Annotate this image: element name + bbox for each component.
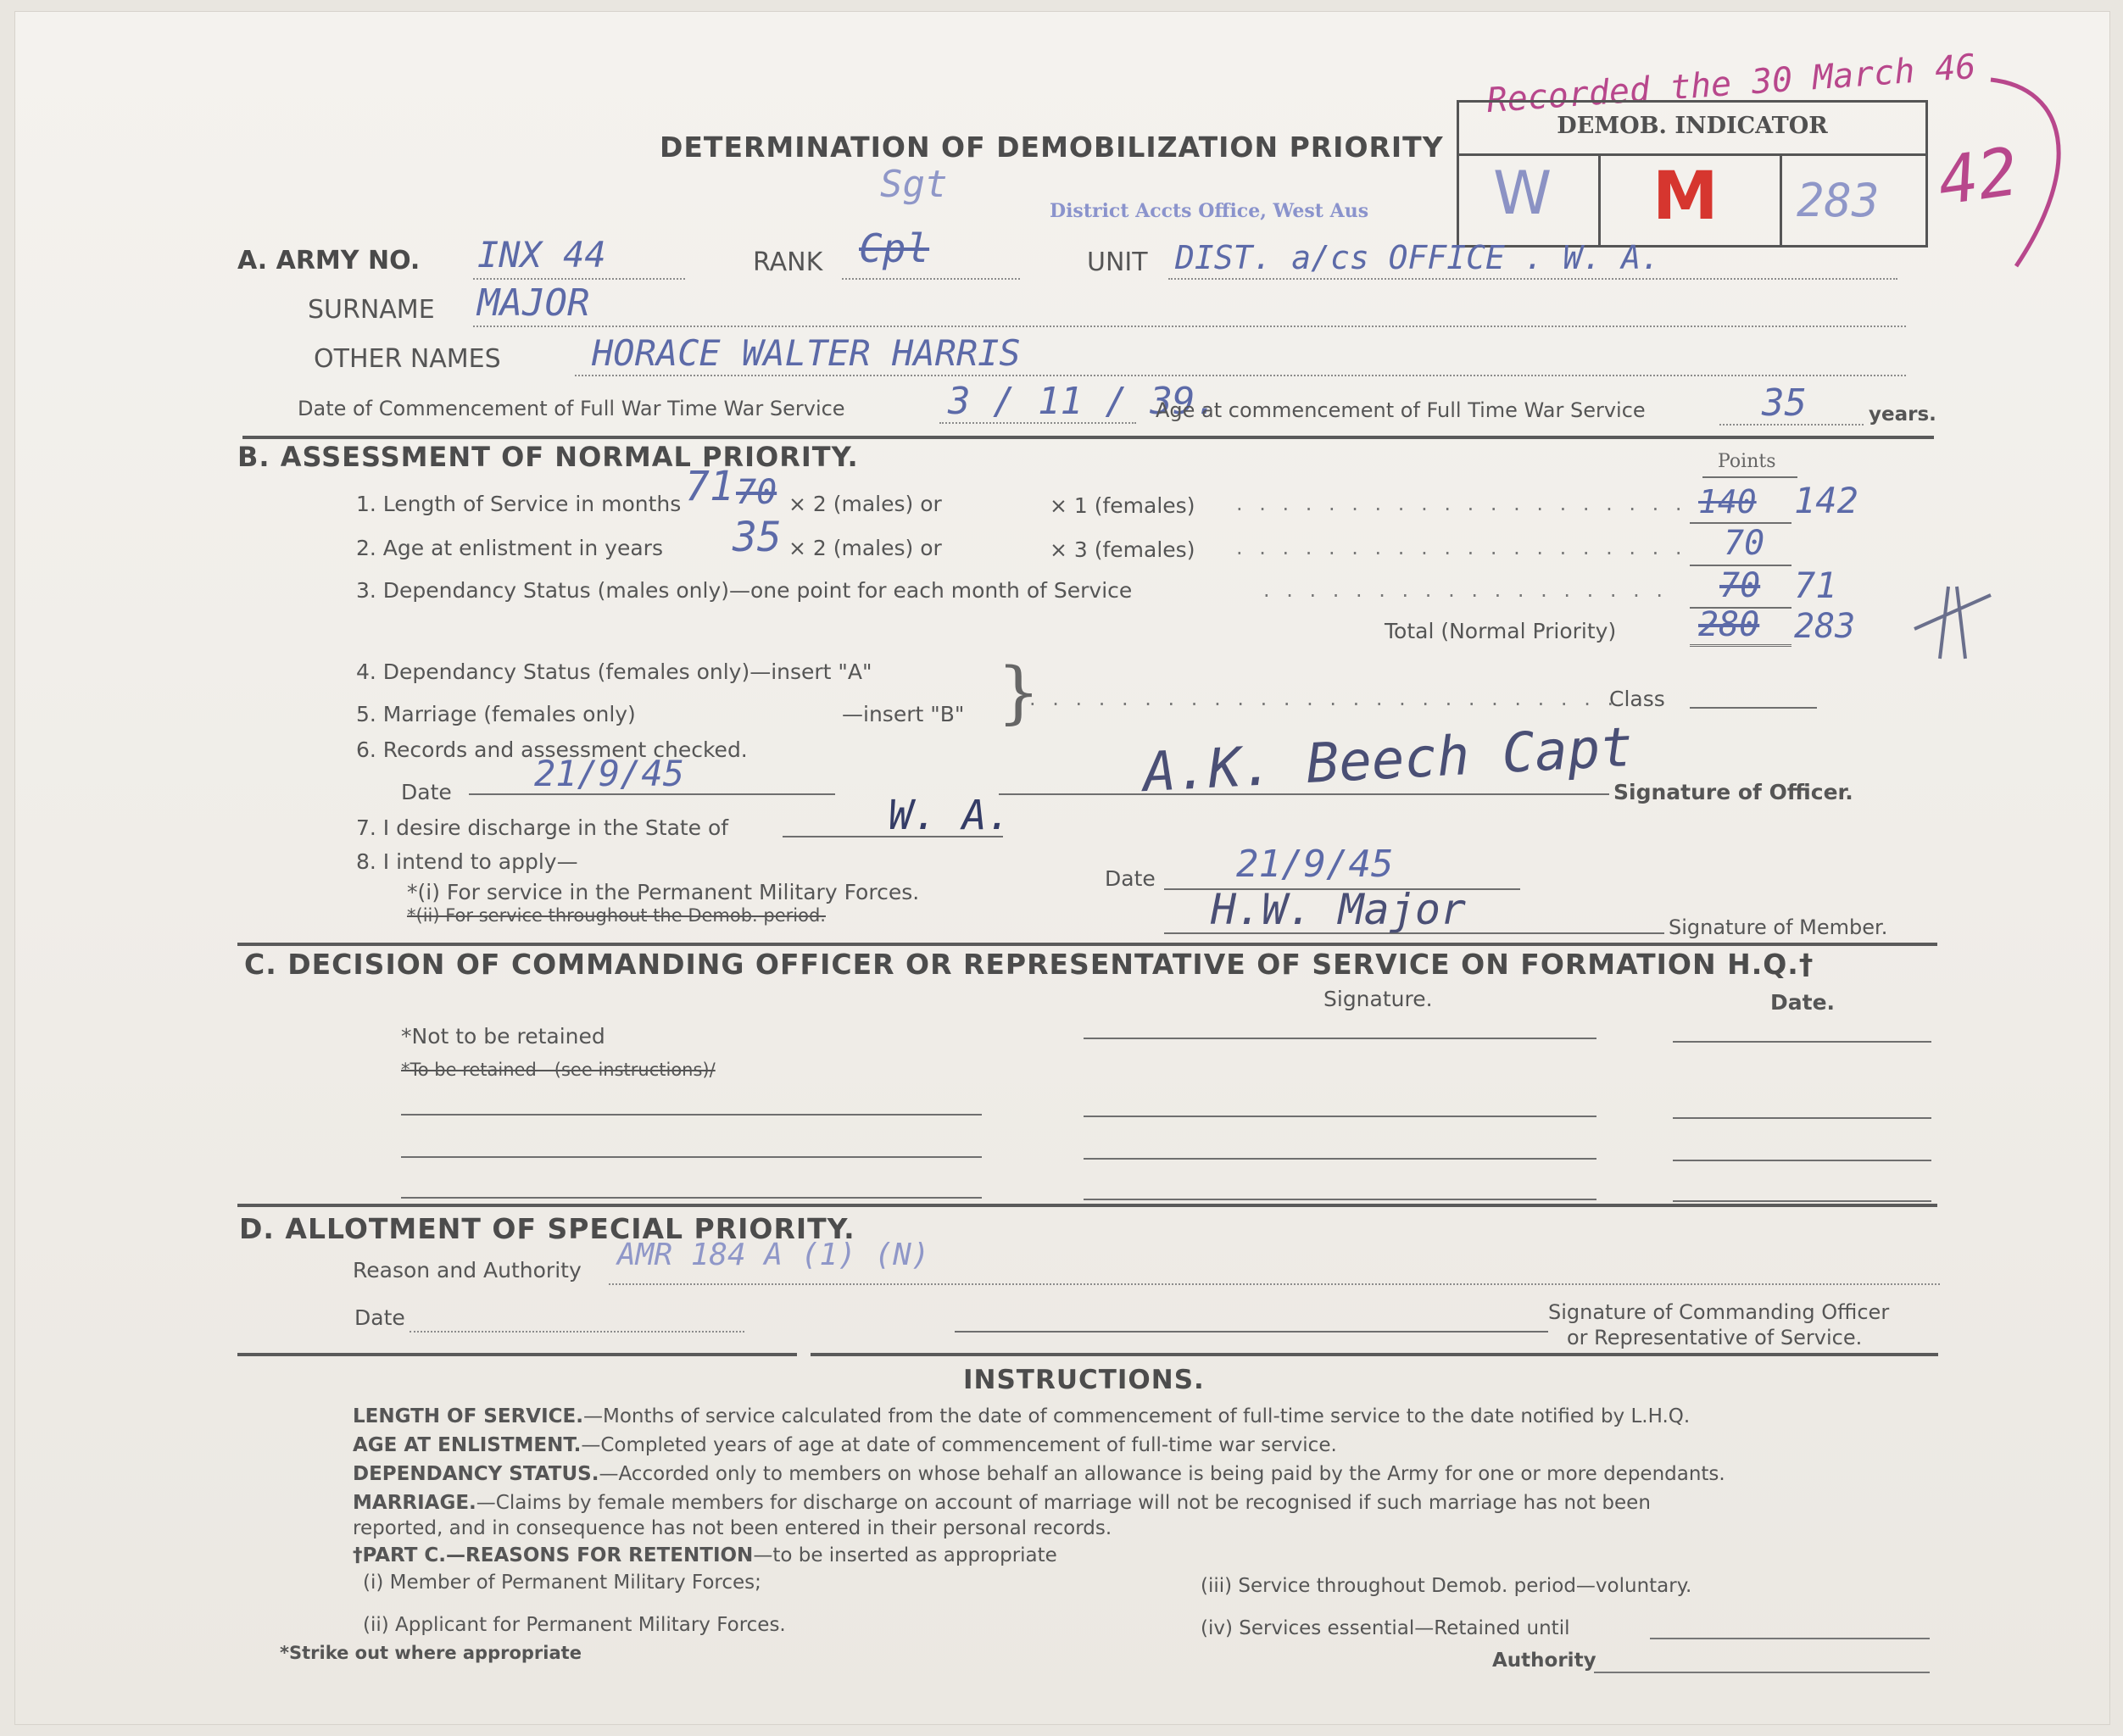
member-date-label: Date bbox=[1105, 866, 1156, 891]
instr-mar bbox=[353, 1492, 1651, 1514]
member-signature-label: Signature of Member. bbox=[1669, 915, 1888, 939]
authority-label: Authority bbox=[1492, 1650, 1596, 1672]
section-d-heading: D. ALLOTMENT OF SPECIAL PRIORITY. bbox=[239, 1212, 855, 1245]
recorded-note: Recorded the 30 March 46 bbox=[1485, 47, 1977, 121]
member-date: 21/9/45 bbox=[1236, 843, 1394, 886]
instructions-heading: INSTRUCTIONS. bbox=[963, 1365, 1205, 1395]
instr-age bbox=[353, 1434, 1337, 1456]
item2-label: 2. Age at enlistment in years bbox=[356, 536, 663, 560]
total-old: 280 bbox=[1698, 605, 1760, 644]
state-value: W. A. bbox=[889, 792, 1011, 839]
district-stamp: District Accts Office, West Aus bbox=[1050, 200, 1369, 222]
item8-option-i: *(i) For service in the Permanent Military Forces. bbox=[407, 880, 920, 904]
item1-points: 142 bbox=[1794, 480, 1858, 521]
member-signature: H.W. Major bbox=[1211, 885, 1467, 934]
tick-mark-icon bbox=[1906, 578, 1999, 663]
reason-i: (i) Member of Permanent Military Forces; bbox=[363, 1572, 761, 1594]
item2-female: × 3 (females) bbox=[1050, 537, 1195, 562]
age-value: 35 bbox=[1762, 381, 1807, 425]
indicator-code-1: W bbox=[1493, 159, 1552, 228]
reason-authority-label: Reason and Authority bbox=[353, 1258, 582, 1283]
rank-value: Cpl bbox=[859, 225, 930, 271]
reason-ii: (ii) Applicant for Permanent Military Forces. bbox=[363, 1614, 786, 1636]
instr-dep bbox=[353, 1463, 1725, 1485]
years-label: years. bbox=[1869, 403, 1936, 426]
rank-label: RANK bbox=[753, 248, 823, 277]
commencement-label: Date of Commencement of Full War Time War Service bbox=[298, 397, 845, 420]
commencement-date: 3 / 11 / 39. bbox=[948, 380, 1218, 423]
instr-mar-key: MARRIAGE. bbox=[353, 1492, 476, 1514]
item1-suffix: × 2 (males) or bbox=[788, 492, 942, 516]
instr-mar-text: —Claims by female members for discharge on account of marriage will not be recognised if such marriage has not been bbox=[476, 1492, 1651, 1514]
item1-label: 1. Length of Service in months bbox=[356, 492, 682, 516]
item6-label: 6. Records and assessment checked. bbox=[356, 737, 748, 762]
surname-label: SURNAME bbox=[308, 295, 435, 325]
rank-note: Sgt bbox=[880, 163, 948, 206]
instr-partc-text: —to be inserted as appropriate bbox=[753, 1544, 1057, 1566]
co-signature-label-1: Signature of Commanding Officer bbox=[1548, 1300, 1890, 1324]
item4-label: 4. Dependancy Status (females only)—insert "A" bbox=[356, 659, 872, 684]
c-date-label: Date. bbox=[1770, 990, 1836, 1015]
class-label: Class bbox=[1609, 687, 1665, 711]
officer-signature-label: Signature of Officer. bbox=[1613, 780, 1853, 804]
item5-insert: —insert "B" bbox=[842, 702, 965, 726]
item2-suffix: × 2 (males) or bbox=[788, 536, 942, 560]
total-points: 283 bbox=[1794, 607, 1856, 646]
instr-mar-cont: reported, and in consequence has not been entered in their personal records. bbox=[353, 1517, 1112, 1539]
item3-label: 3. Dependancy Status (males only)—one point for each month of Service bbox=[356, 578, 1133, 603]
other-names-value: HORACE WALTER HARRIS bbox=[592, 332, 1021, 374]
demobilization-form: Recorded the 30 March 46 42 DETERMINATION OF DEMOBILIZATION PRIORITY Sgt District Accts Office, West Aus DEMOB. INDICATOR W M 283 A. ARMY NO. INX 44 RANK Cpl UNIT DIST. a/cs OFFICE . W. A. SURNAME MAJOR OTHER NAMES HORACE WALTER HARRIS Date of Commencement of Full War Time War Service 3 / 11 / 39. Age at commencement of Full Time War Service 35 years. B. ASSESSMENT OF NORMAL PRIORITY. Points 1. Length of Service in months 71 70 × 2 (males) or × 1 (females) . . . . . . . . . . . . . . . . . . . . 140 142 2. Age at enlistment in years 35 × 2 (males) or × 3 (females) . . . . . . . . . . . . . . . . . . . . 70 3. Dependancy Status (males only)—one point for each month of Service . . . . . . . . . . . . . . . . . . 70 71 Total (Normal Priority) 280 283 4. Dependancy Status (females only)—insert "A" 5. Marriage (females only) —insert "B" } . . . . . . . . . . . . . . . . . . . . . . . . . . Class 6. Records and assessment checked. Date 21/9/45 A.K. Beech Capt Signature of Officer. 7. I desire discharge in the State of W. A. 8. I intend to apply— *(i) For service in the Permanent Military Forces. *(ii) For service throughout the Demob. period. Date 21/9/45 H.W. Major Signature of Member. C. DECISION OF COMMANDING OFFICER OR REPRESENTATIVE OF SERVICE ON FORMATION H.Q.† Signature. Date. *Not to be retained *To be retained—(see instructions)/ D. ALLOTMENT OF SPECIAL PRIORITY. Reason and Authority AMR 184 A (1) (N) Date Signature of Commanding Officer or Representative of Service. INSTRUCTIONS. LENGTH OF SERVICE.—Months of service calculated from the date of commencement of full-time service to the date notified by L.H.Q. AGE AT ENLISTMENT.—Completed years of age at date of commencement of full-time war service. DEPENDANCY STATUS.—Accorded only to members on whose behalf an allowance is being paid by the Army for one or more dependants. MARRIAGE.—Claims by female members for discharge on account of marriage will not be recognised if such marriage has not been reported, and in consequence has not been entered in their personal records. †PART C.—REASONS FOR RETENTION—to be inserted as appropriate (i) Member of Permanent Military Forces; (iii) Service throughout Demob. period—voluntary. (ii) Applicant for Permanent Military Forces. (iv) Services essential—Retained until Authority *Strike out where appropriate bbox=[15, 12, 2109, 1724]
instr-age-key: AGE AT ENLISTMENT. bbox=[353, 1434, 582, 1456]
item2-years: 35 bbox=[733, 514, 782, 561]
unit-label: UNIT bbox=[1087, 248, 1148, 277]
other-names-label: OTHER NAMES bbox=[314, 344, 501, 374]
section-c-heading: C. DECISION OF COMMANDING OFFICER OR REPRESENTATIVE OF SERVICE ON FORMATION H.Q.† bbox=[244, 948, 1814, 981]
army-no-value: INX 44 bbox=[477, 234, 606, 275]
demob-indicator-label: DEMOB. INDICATOR bbox=[1557, 113, 1828, 139]
reason-iii: (iii) Service throughout Demob. period—voluntary. bbox=[1201, 1575, 1692, 1597]
points-header: Points bbox=[1718, 451, 1776, 472]
to-be-retained-label: *To be retained—(see instructions)/ bbox=[401, 1060, 716, 1080]
date-checked-label: Date bbox=[401, 780, 452, 804]
not-retained-label: *Not to be retained bbox=[401, 1024, 605, 1049]
reason-authority-value: AMR 184 A (1) (N) bbox=[617, 1238, 930, 1272]
item7-label: 7. I desire discharge in the State of bbox=[356, 815, 729, 840]
item5-label: 5. Marriage (females only) bbox=[356, 702, 636, 726]
item1-months-old: 70 bbox=[736, 473, 777, 512]
indicator-code-2: M bbox=[1652, 159, 1719, 235]
c-signature-label: Signature. bbox=[1323, 987, 1433, 1011]
total-label: Total (Normal Priority) bbox=[1385, 619, 1617, 643]
section-b-heading: B. ASSESSMENT OF NORMAL PRIORITY. bbox=[237, 441, 859, 473]
item2-points: 70 bbox=[1724, 524, 1765, 563]
item8-option-ii: *(ii) For service throughout the Demob. period. bbox=[407, 905, 826, 926]
instr-dep-text: —Accorded only to members on whose behalf an allowance is being paid by the Army for one or more dependants. bbox=[599, 1463, 1725, 1485]
item3-points: 71 bbox=[1794, 565, 1837, 606]
instr-los-key: LENGTH OF SERVICE. bbox=[353, 1405, 583, 1427]
age-label: Age at commencement of Full Time War Service bbox=[1156, 398, 1646, 422]
strike-out-note: *Strike out where appropriate bbox=[280, 1643, 582, 1663]
item3-points-old: 70 bbox=[1719, 566, 1761, 605]
date-checked: 21/9/45 bbox=[534, 753, 685, 794]
instr-los-text: —Months of service calculated from the date of commencement of full-time service to the date notified by L.H.Q. bbox=[582, 1405, 1691, 1427]
item1-months: 71 bbox=[685, 463, 734, 510]
bracket-mark-icon bbox=[1965, 63, 2101, 283]
demob-indicator-box bbox=[1457, 100, 1928, 248]
unit-value: DIST. a/cs OFFICE . W. A. bbox=[1175, 239, 1660, 276]
instr-los bbox=[353, 1405, 1690, 1427]
officer-signature: A.K. Beech Capt bbox=[1141, 715, 1635, 805]
d-date-label: Date bbox=[354, 1305, 405, 1330]
instr-partc-key: †PART C.—REASONS FOR RETENTION bbox=[353, 1544, 754, 1566]
surname-value: MAJOR bbox=[477, 281, 590, 325]
item1-points-old: 140 bbox=[1698, 483, 1757, 520]
instr-age-text: —Completed years of age at date of commencement of full-time war service. bbox=[581, 1434, 1337, 1456]
form-title: DETERMINATION OF DEMOBILIZATION PRIORITY bbox=[660, 131, 1444, 164]
reason-iv: (iv) Services essential—Retained until bbox=[1201, 1617, 1570, 1639]
instr-dep-key: DEPENDANCY STATUS. bbox=[353, 1463, 599, 1485]
item8-label: 8. I intend to apply— bbox=[356, 849, 578, 874]
item1-female: × 1 (females) bbox=[1050, 493, 1195, 518]
corner-number: 42 bbox=[1933, 133, 2023, 221]
co-signature-label-2: or Representative of Service. bbox=[1567, 1326, 1863, 1349]
instr-partc bbox=[353, 1544, 1057, 1566]
indicator-code-3: 283 bbox=[1797, 174, 1880, 227]
army-no-label: A. ARMY NO. bbox=[237, 246, 421, 275]
